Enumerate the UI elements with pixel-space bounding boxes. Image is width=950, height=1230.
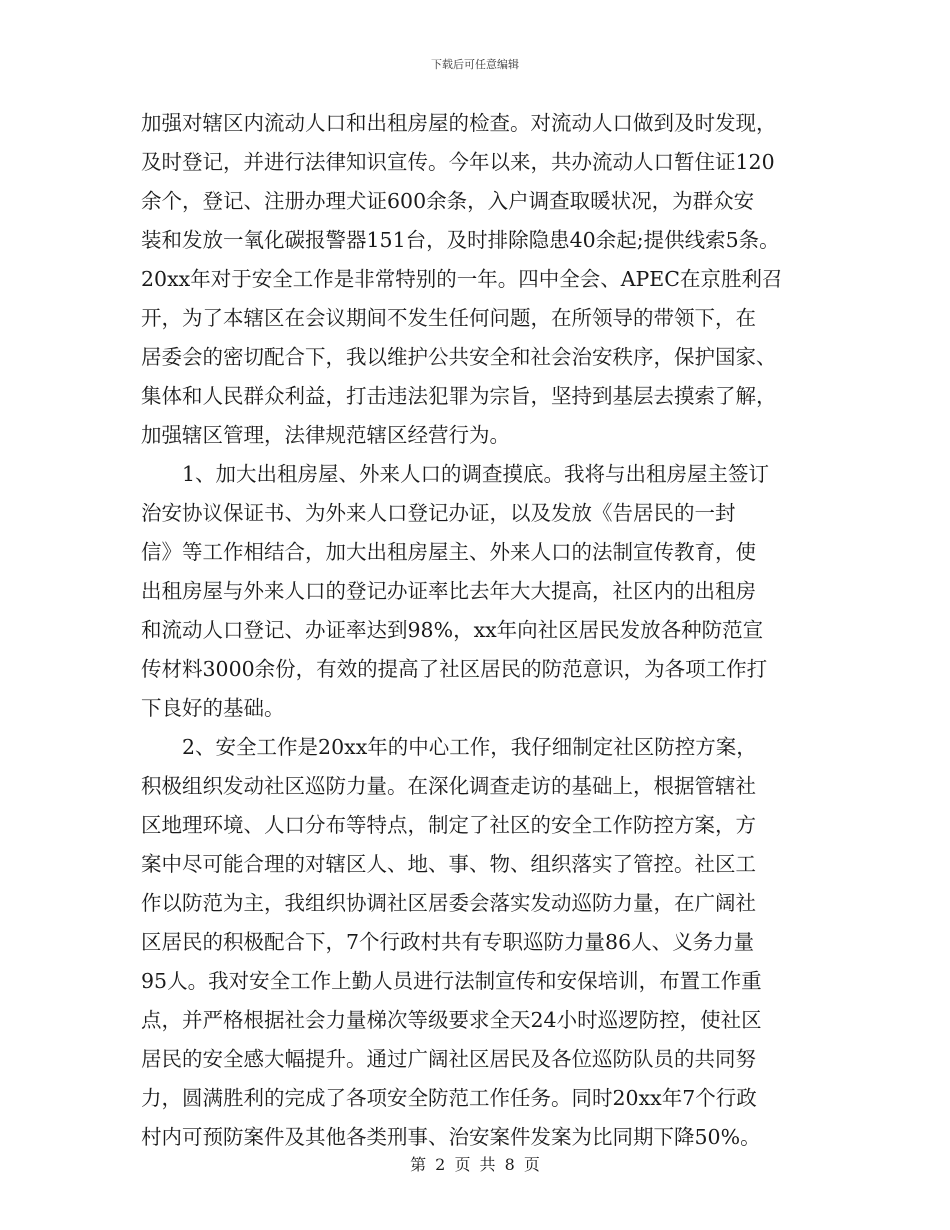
- text-line: 和流动人口登记、办证率达到98%，xx年向社区居民发放各种防范宣: [141, 618, 764, 642]
- text-line: 作以防范为主，我组织协调社区居委会落实发动巡防力量，在广阔社: [141, 891, 756, 915]
- text-line: 95人。我对安全工作上勤人员进行法制宣传和安保培训，布置工作重: [141, 969, 762, 993]
- text-line: 加强对辖区内流动人口和出租房屋的检查。对流动人口做到及时发现，: [141, 111, 777, 135]
- text-line: 案中尽可能合理的对辖区人、地、事、物、组织落实了管控。社区工: [141, 852, 756, 876]
- text-line: 村内可预防案件及其他各类刑事、治安案件发案为比同期下降50%。: [141, 1125, 761, 1149]
- text-line: 加强辖区管理，法律规范辖区经营行为。: [141, 423, 510, 447]
- text-line: 下良好的基础。: [141, 696, 285, 720]
- text-line: 及时登记，并进行法律知识宣传。今年以来，共办流动人口暂住证120: [141, 150, 775, 174]
- text-line: 出租房屋与外来人口的登记办证率比去年大大提高，社区内的出租房: [141, 579, 756, 603]
- text-line: 2、安全工作是20xx年的中心工作，我仔细制定社区防控方案，: [182, 735, 757, 759]
- text-line: 开，为了本辖区在会议期间不发生任何问题，在所领导的带领下，在: [141, 306, 756, 330]
- text-line: 点，并严格根据社会力量梯次等级要求全天24小时巡逻防控，使社区: [141, 1008, 762, 1032]
- document-body: [141, 104, 813, 1157]
- text-line: 治安协议保证书、为外来人口登记办证，以及发放《告居民的一封: [141, 501, 736, 525]
- page-header: 下载后可任意编辑: [431, 58, 519, 71]
- text-line: 区居民的积极配合下，7个行政村共有专职巡防力量86人、义务力量: [141, 930, 755, 954]
- text-line: 信》等工作相结合，加大出租房屋主、外来人口的法制宣传教育，使: [141, 540, 756, 564]
- paragraph-1: [141, 104, 813, 455]
- text-line: 传材料3000余份，有效的提高了社区居民的防范意识，为各项工作打: [141, 657, 768, 681]
- text-line: 积极组织发动社区巡防力量。在深化调查走访的基础上，根据管辖社: [141, 774, 756, 798]
- paragraph-2: [141, 455, 813, 728]
- text-line: 1、加大出租房屋、外来人口的调查摸底。我将与出租房屋主签订: [182, 462, 770, 486]
- text-line: 余个，登记、注册办理犬证600余条，入户调查取暖状况，为群众安: [141, 189, 755, 213]
- text-line: 区地理环境、人口分布等特点，制定了社区的安全工作防控方案，方: [141, 813, 756, 837]
- page-number: 第 2 页 共 8 页: [410, 1155, 540, 1174]
- text-line: 集体和人民群众利益，打击违法犯罪为宗旨，坚持到基层去摸索了解，: [141, 384, 777, 408]
- text-line: 力，圆满胜利的完成了各项安全防范工作任务。同时20xx年7个行政: [141, 1086, 757, 1110]
- paragraph-3: [141, 728, 813, 1157]
- text-line: 居民的安全感大幅提升。通过广阔社区居民及各位巡防队员的共同努: [141, 1047, 756, 1071]
- text-line: 装和发放一氧化碳报警器151台，及时排除隐患40余起;提供线索5条。: [141, 228, 780, 252]
- text-line: 居委会的密切配合下，我以维护公共安全和社会治安秩序，保护国家、: [141, 345, 777, 369]
- text-line: 20xx年对于安全工作是非常特别的一年。四中全会、APEC在京胜利召: [141, 267, 783, 291]
